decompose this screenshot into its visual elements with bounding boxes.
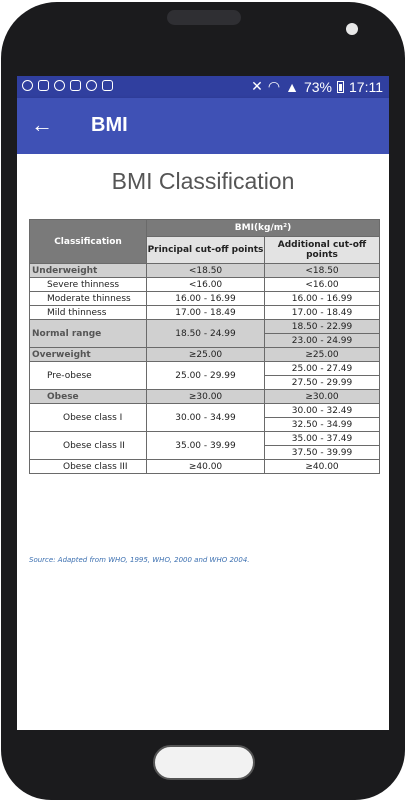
row-label: Obese class II [30,432,147,460]
cell-principal: <16.00 [147,278,265,292]
row-label: Obese class I [30,404,147,432]
system-icons [251,78,383,95]
clock: 17:11 [349,78,383,95]
header-principal: Principal cut-off points [147,237,265,264]
table-row [30,460,380,474]
cell-additional: 18.50 - 22.99 [265,320,380,334]
row-label: Obese [30,390,147,404]
cell-additional: ≥30.00 [265,390,380,404]
cell-principal: 17.00 - 18.49 [147,306,265,320]
cell-additional: <16.00 [265,278,380,292]
battery-icon [337,81,344,93]
row-label: Normal range [30,320,147,348]
status-bar [17,76,389,98]
cell-principal: ≥30.00 [147,390,265,404]
home-button[interactable] [153,745,255,780]
header-bmi: BMI(kg/m²) [147,220,380,237]
table-row [30,362,380,376]
table-header-row [30,220,380,237]
cell-principal: 35.00 - 39.99 [147,432,265,460]
row-label: Severe thinness [30,278,147,292]
content-area [17,154,389,730]
cell-additional: 25.00 - 27.49 [265,362,380,376]
cell-principal: 30.00 - 34.99 [147,404,265,432]
bmi-table [29,219,380,474]
table-row [30,292,380,306]
cell-principal: 25.00 - 29.99 [147,362,265,390]
cell-additional: 17.00 - 18.49 [265,306,380,320]
row-label: Overweight [30,348,147,362]
battery-percent: 73% [303,78,332,95]
arrow-back-icon[interactable]: ← [31,112,53,137]
table-row [30,404,380,418]
app-bar [17,98,389,154]
app-title: BMI [91,114,128,136]
file-icon [70,80,81,91]
cell-additional: 32.50 - 34.99 [265,418,380,432]
notification-icons [22,80,113,91]
cell-principal: <18.50 [147,264,265,278]
check-icon [102,80,113,91]
earpiece-speaker [167,10,241,25]
cell-additional: <18.50 [265,264,380,278]
cell-additional: ≥25.00 [265,348,380,362]
row-label: Mild thinness [30,306,147,320]
row-label: Underweight [30,264,147,278]
row-label: Obese class III [30,460,147,474]
signal-icon: ▲ [285,78,299,95]
cell-principal: 18.50 - 24.99 [147,320,265,348]
table-row [30,390,380,404]
front-camera [346,23,358,35]
table-row [30,320,380,334]
table-row [30,264,380,278]
cell-additional: 37.50 - 39.99 [265,446,380,460]
screen [17,76,389,730]
cell-additional: 16.00 - 16.99 [265,292,380,306]
messenger-icon [22,80,33,91]
sync-icon [54,80,65,91]
cell-additional: 35.00 - 37.49 [265,432,380,446]
wifi-icon: ◠ [267,78,281,94]
source-note: Source: Adapted from WHO, 1995, WHO, 2000 and WHO 2004. [29,556,250,564]
cell-additional: 23.00 - 24.99 [265,334,380,348]
table-row [30,348,380,362]
cell-additional: 27.50 - 29.99 [265,376,380,390]
cell-principal: ≥25.00 [147,348,265,362]
page-title: BMI Classification [111,168,295,194]
cell-additional: 30.00 - 32.49 [265,404,380,418]
cell-additional: ≥40.00 [265,460,380,474]
row-label: Pre-obese [30,362,147,390]
table-row [30,278,380,292]
row-label: Moderate thinness [30,292,147,306]
header-classification: Classification [30,220,147,264]
cell-principal: ≥40.00 [147,460,265,474]
cloud-icon [86,80,97,91]
cell-principal: 16.00 - 16.99 [147,292,265,306]
table-row [30,306,380,320]
mute-icon: ✕ [251,78,263,94]
header-additional: Additional cut-off points [265,237,380,264]
table-row [30,432,380,446]
gallery-icon [38,80,49,91]
